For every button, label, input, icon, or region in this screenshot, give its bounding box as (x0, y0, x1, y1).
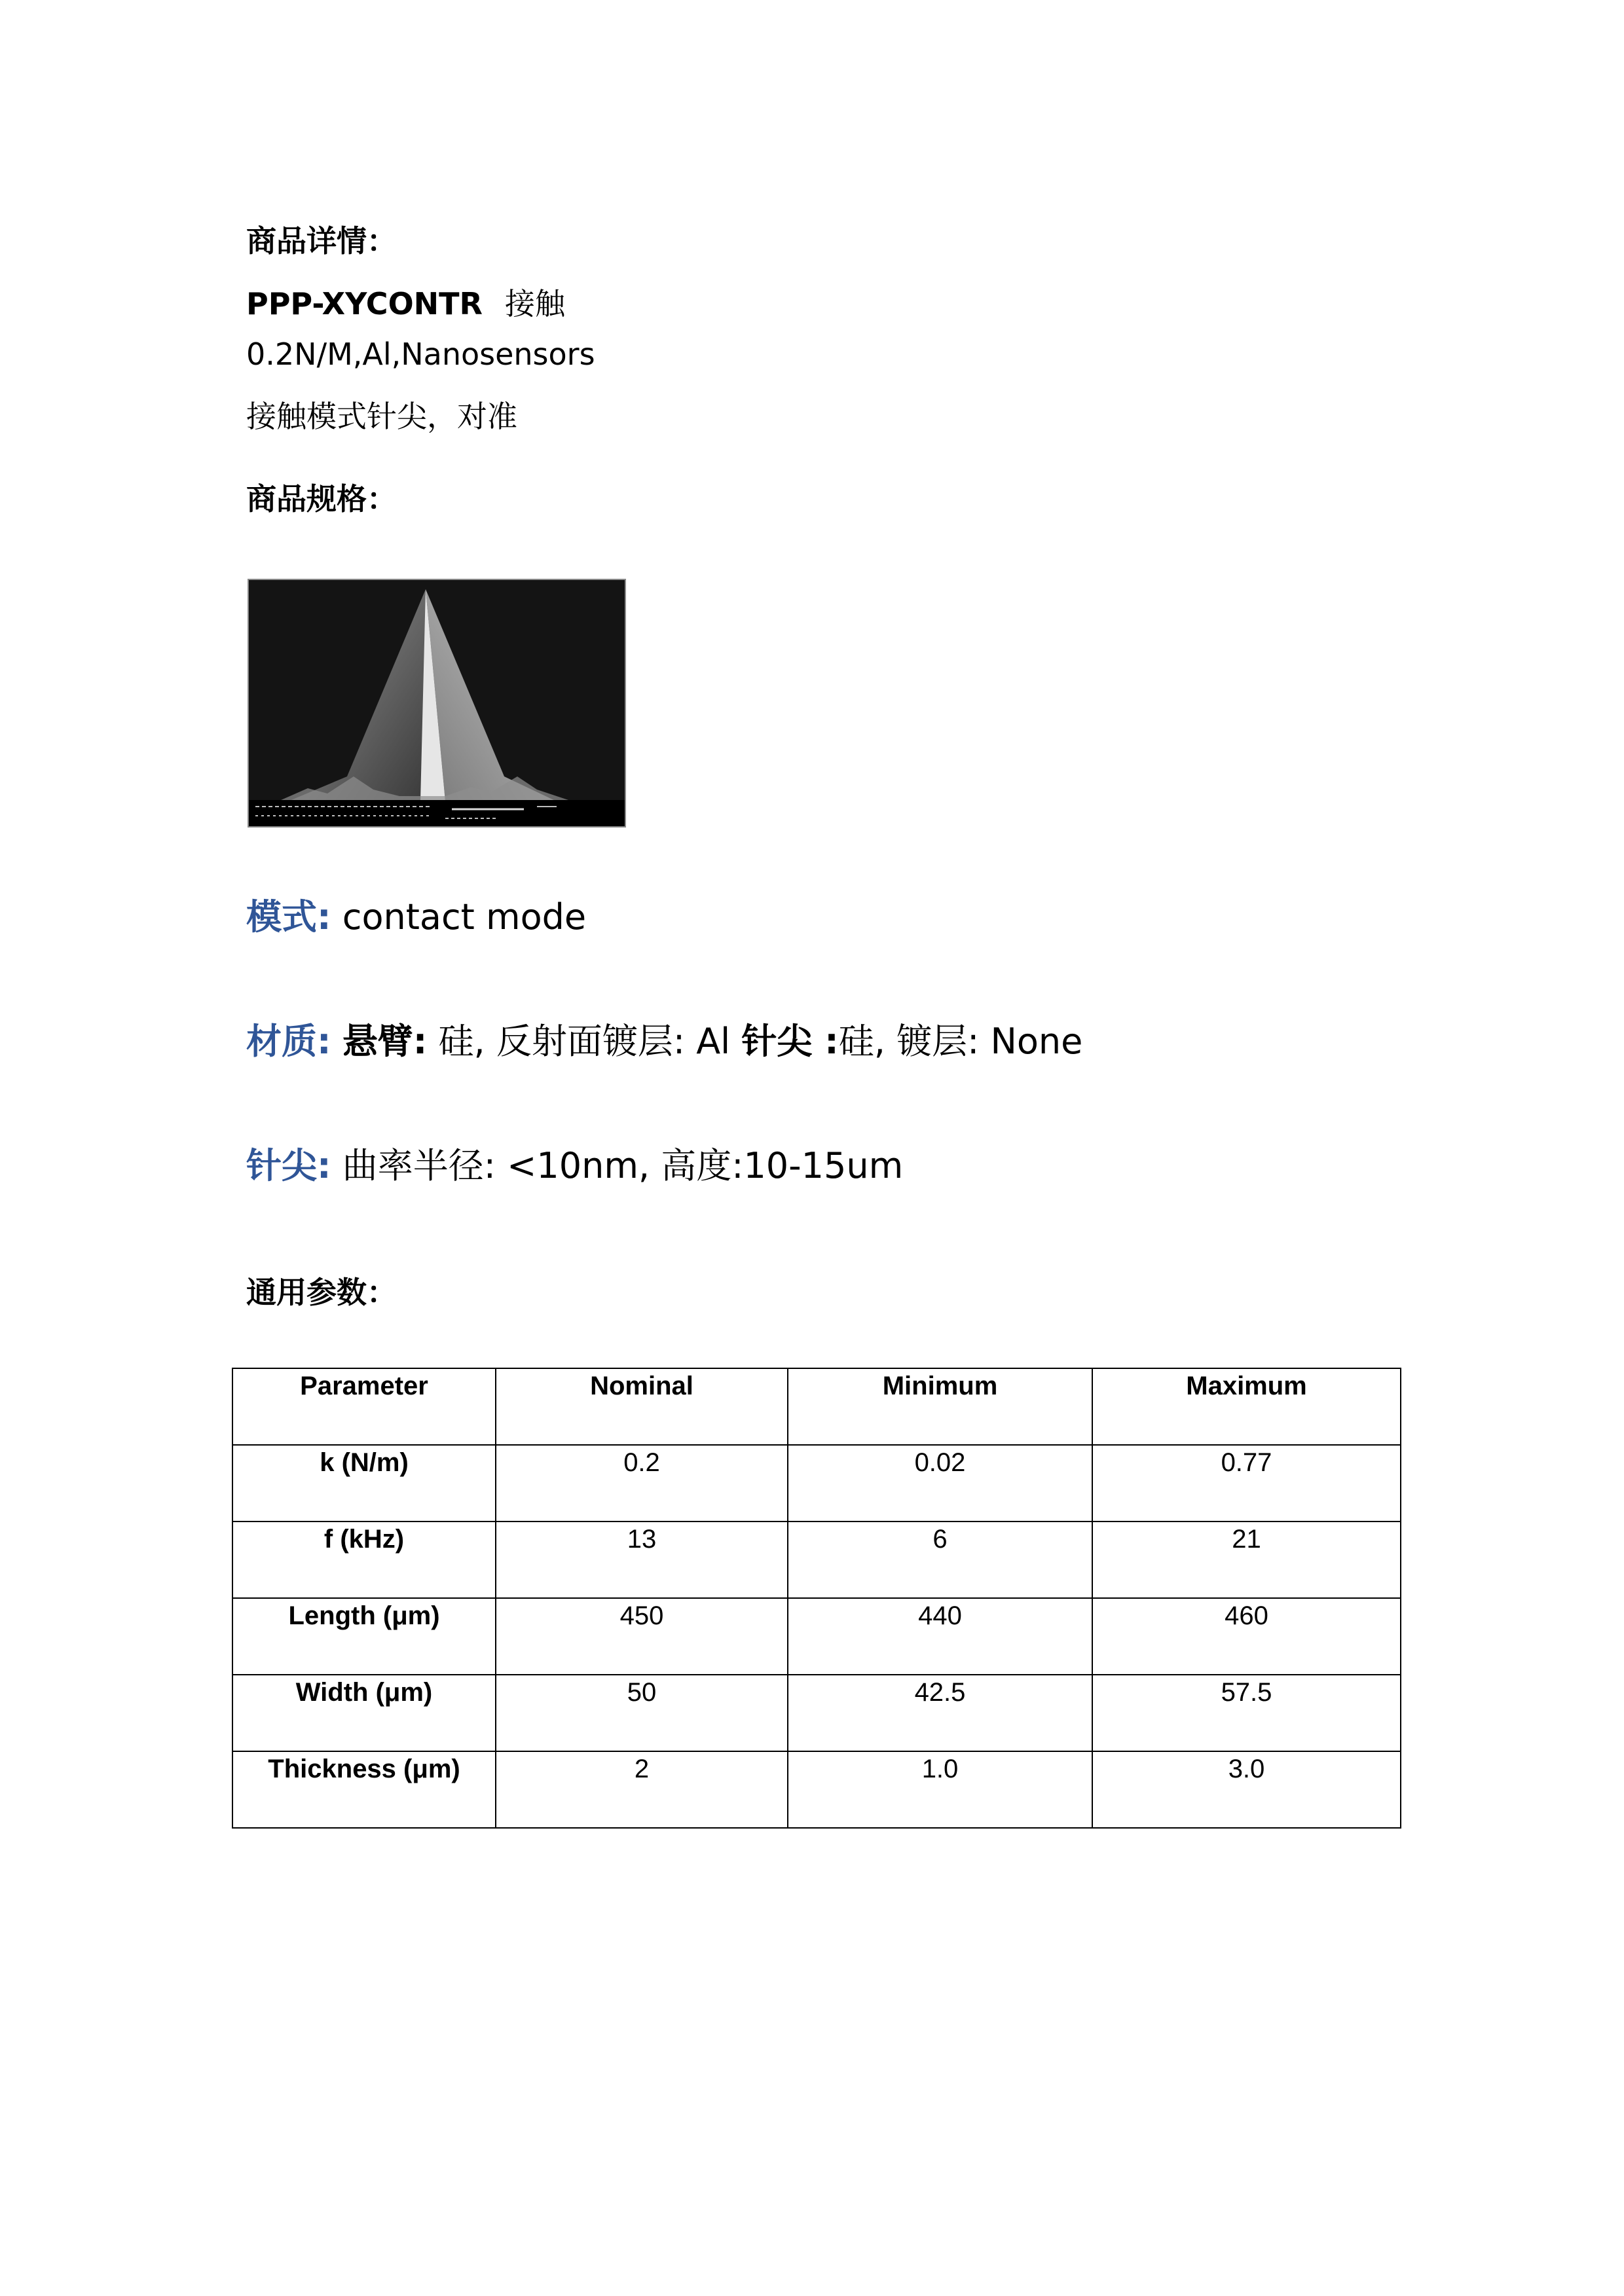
tip-material-value: 硅, 镀层: None (838, 1021, 1083, 1062)
table-cell: 6 (788, 1522, 1092, 1598)
table-header-cell: Parameter (232, 1368, 496, 1445)
model-suffix: 接触 (505, 286, 565, 321)
specs-heading: 商品规格： (246, 481, 397, 517)
table-row-label: Width (μm) (232, 1675, 496, 1751)
table-cell: 2 (496, 1751, 788, 1828)
details-heading: 商品详情： (246, 223, 397, 259)
table-cell: 1.0 (788, 1751, 1092, 1828)
table-row (232, 1445, 1401, 1522)
table-cell: 13 (496, 1522, 788, 1598)
table-cell: 0.02 (788, 1445, 1092, 1522)
table-header-cell: Nominal (496, 1368, 788, 1445)
table-header-cell: Minimum (788, 1368, 1092, 1445)
mode-value: contact mode (331, 896, 587, 938)
cantilever-value: 硅, 反射面镀层: Al (427, 1021, 742, 1062)
table-row (232, 1598, 1401, 1675)
table-cell: 50 (496, 1675, 788, 1751)
tip-material-label: 针尖 : (741, 1021, 839, 1062)
table-cell: 0.77 (1092, 1445, 1401, 1522)
table-cell: 450 (496, 1598, 788, 1675)
table-cell: 0.2 (496, 1445, 788, 1522)
table-header-row (232, 1368, 1401, 1445)
tip-value: 曲率半径: <10nm, 高度:10-15um (331, 1145, 904, 1186)
table-cell: 42.5 (788, 1675, 1092, 1751)
parameter-table (232, 1368, 1401, 1829)
general-params-heading: 通用参数： (246, 1275, 397, 1310)
mode-label: 模式: (246, 896, 331, 938)
table-row-label: k (N/m) (232, 1445, 496, 1522)
material-label: 材质: (246, 1021, 331, 1062)
cantilever-label: 悬臂: (342, 1021, 428, 1062)
tip-label: 针尖: (246, 1145, 331, 1186)
mode-line (246, 889, 586, 939)
table-row-label: f (kHz) (232, 1522, 496, 1598)
table-cell: 57.5 (1092, 1675, 1401, 1751)
table-row-label: Length (μm) (232, 1598, 496, 1675)
model-code: PPP-XYCONTR (246, 286, 483, 321)
table-row (232, 1751, 1401, 1828)
details-line-2: 0.2N/M,Al,Nanosensors (246, 337, 595, 372)
table-cell: 460 (1092, 1598, 1401, 1675)
table-row-label: Thickness (μm) (232, 1751, 496, 1828)
model-line (246, 280, 565, 323)
details-line-3: 接触模式针尖，对准 (246, 399, 517, 434)
table-row (232, 1675, 1401, 1751)
sem-tip-image (248, 579, 626, 828)
table-cell: 21 (1092, 1522, 1401, 1598)
table-row (232, 1522, 1401, 1598)
table-cell: 440 (788, 1598, 1092, 1675)
table-header-cell: Maximum (1092, 1368, 1401, 1445)
table-cell: 3.0 (1092, 1751, 1401, 1828)
material-line (246, 1013, 1082, 1064)
tip-line (246, 1138, 903, 1188)
